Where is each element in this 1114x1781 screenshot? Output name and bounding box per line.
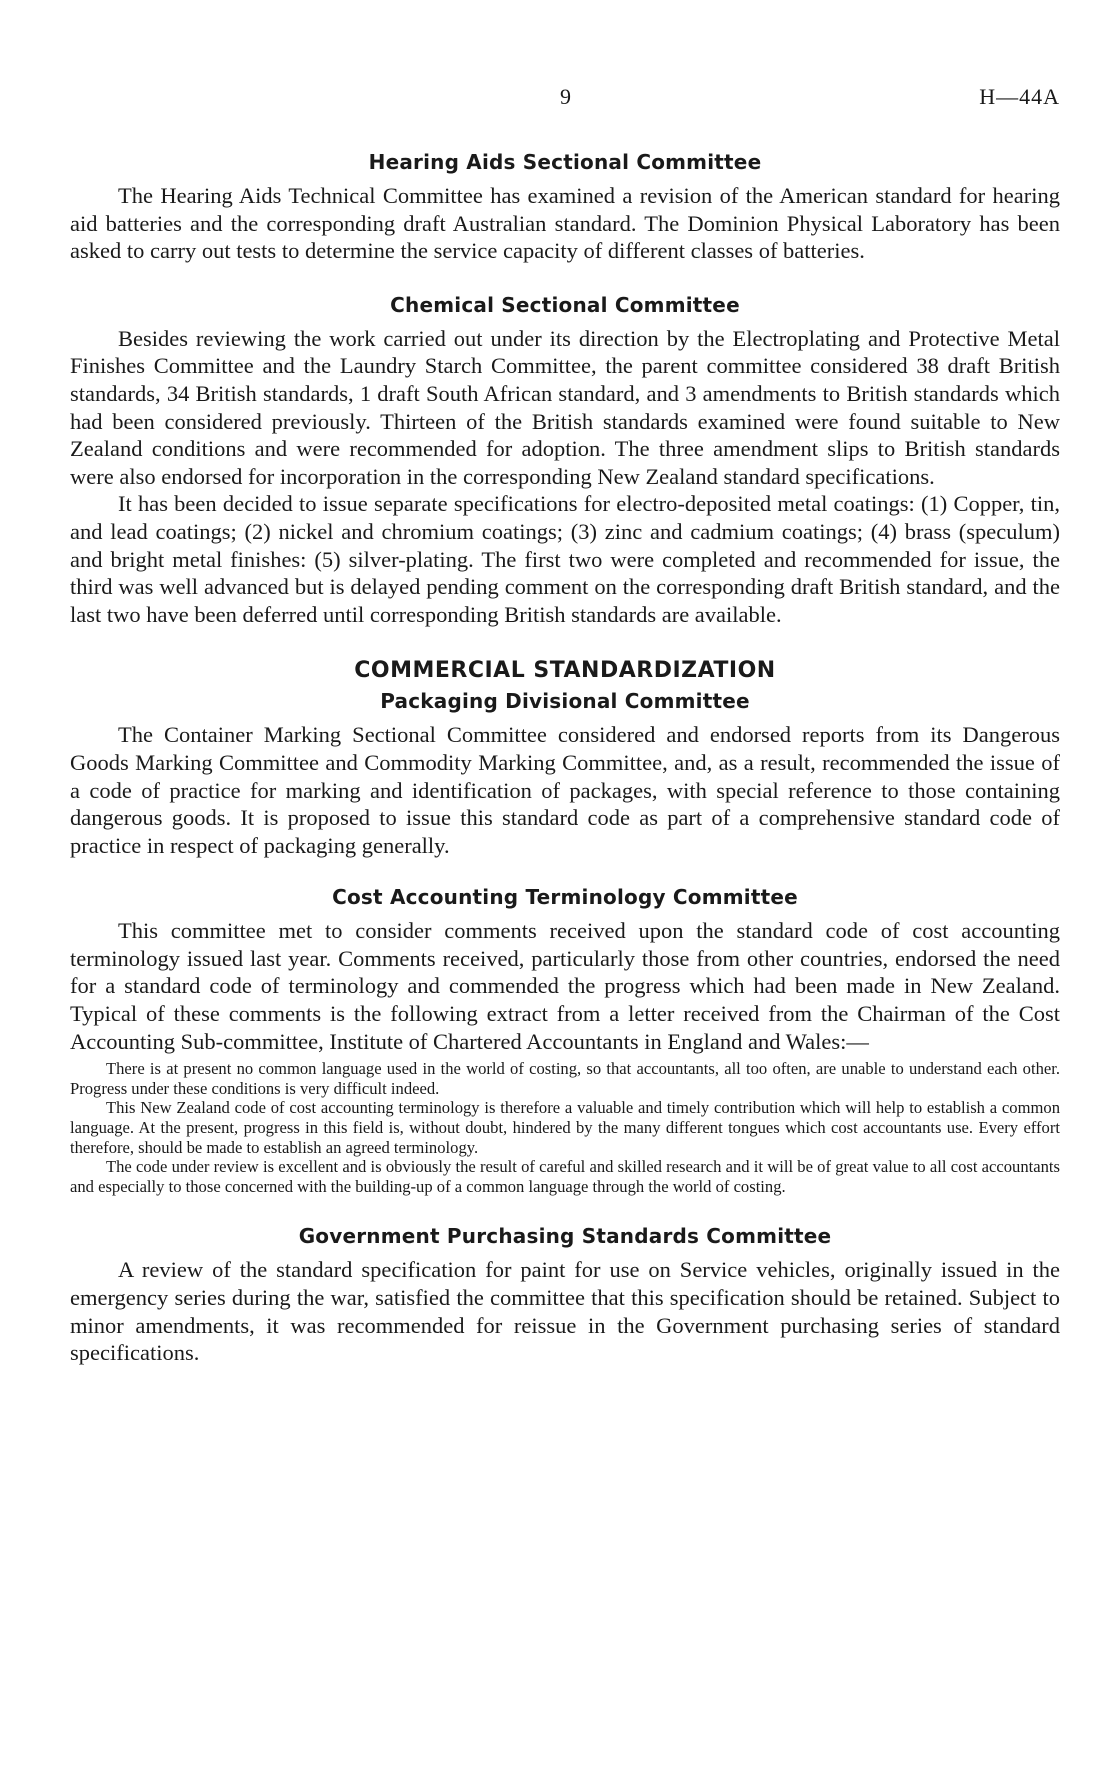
section-heading: Cost Accounting Terminology Committee: [332, 885, 798, 910]
body-paragraph: The Container Marking Sectional Committee considered and endorsed reports from its Dangerous Goods Marking Committee and Commodity Marking Committee, and, as a result, recommended the issue of a code of practice for marking and identification of packages, with special reference to those containing dangerous goods. It is proposed to issue this standard code as part of a comprehensive standard code of practice in respect of packaging generally.: [70, 722, 1060, 858]
section-heading: Government Purchasing Standards Committee: [298, 1224, 832, 1249]
quote-paragraph: This New Zealand code of cost accounting terminology is therefore a valuable and timely contribution which will help to establish a common language. At the present, progress in this field is, without doubt, hindered by the many different tongues which cost accountants use. Every effort therefore, should be made to establish an agreed terminology.: [70, 1098, 1060, 1157]
parliamentary-paper-reference: H—44A: [979, 84, 1060, 109]
section-commercial-standardization: [70, 658, 1060, 859]
section-government-purchasing: [70, 1224, 1060, 1366]
body-paragraph: This committee met to consider comments received upon the standard code of cost accounting terminology issued last year. Comments received, particularly those from other countries, endorsed the need for a standard code of terminology and commended the progress which had been made in New Zealand. Typical of these comments is the following extract from a letter received from the Chairman of the Cost Accounting Sub-committee, Institute of Chartered Accountants in England and Wales:—: [70, 918, 1060, 1054]
section-heading: Hearing Aids Sectional Committee: [368, 150, 762, 174]
body-paragraph: It has been decided to issue separate specifications for electro-deposited metal coatings: (1) Copper, tin, and lead coatings; (2) nickel and chromium coatings; (3) zinc and cadmium coatings; (4) brass (speculum) and bright metal finishes: (5) silver-plating. The first two were completed and recommended for issue, the third was well advanced but is delayed pending comment on the corresponding draft British standard, and the last two have been deferred until corresponding British standards are available.: [70, 491, 1060, 627]
page-number: 9: [560, 84, 571, 109]
quote-paragraph: There is at present no common language used in the world of costing, so that accountants, all too often, are unable to understand each other. Progress under these conditions is very difficult indeed.: [70, 1059, 1060, 1098]
major-heading: COMMERCIAL STANDARDIZATION: [354, 658, 776, 684]
body-paragraph: Besides reviewing the work carried out under its direction by the Electroplating and Protective Metal Finishes Committee and the Laundry Starch Committee, the parent committee considered 38 draft British standards, 34 British standards, 1 draft South African standard, and 3 amendments to British standards which had been considered previously. Thirteen of the British standards examined were found suitable to New Zealand conditions and were recommended for adoption. The three amendment slips to British standards were also endorsed for incorporation in the corresponding New Zealand standard specifications.: [70, 325, 1060, 489]
section-chemical: [70, 293, 1060, 629]
section-heading: Packaging Divisional Committee: [380, 689, 750, 714]
page-header: [70, 84, 1060, 114]
section-cost-accounting: [70, 885, 1060, 1196]
section-hearing-aids: [70, 150, 1060, 265]
block-quote: [70, 1059, 1060, 1196]
body-paragraph: The Hearing Aids Technical Committee has examined a revision of the American standard for hearing aid batteries and the corresponding draft Australian standard. The Dominion Physical Laboratory has been asked to carry out tests to determine the service capacity of different classes of batteries.: [70, 183, 1060, 264]
quote-paragraph: The code under review is excellent and is obviously the result of careful and skilled research and it will be of great value to all cost accountants and especially to those concerned with the building-up of a common language through the world of costing.: [70, 1157, 1060, 1196]
body-paragraph: A review of the standard specification for paint for use on Service vehicles, originally issued in the emergency series during the war, satisfied the committee that this specification should be retained. Subject to minor amendments, it was recommended for reissue in the Government purchasing series of standard specifications.: [70, 1257, 1060, 1366]
document-body: [70, 150, 1060, 1393]
section-heading: Chemical Sectional Committee: [390, 292, 740, 317]
